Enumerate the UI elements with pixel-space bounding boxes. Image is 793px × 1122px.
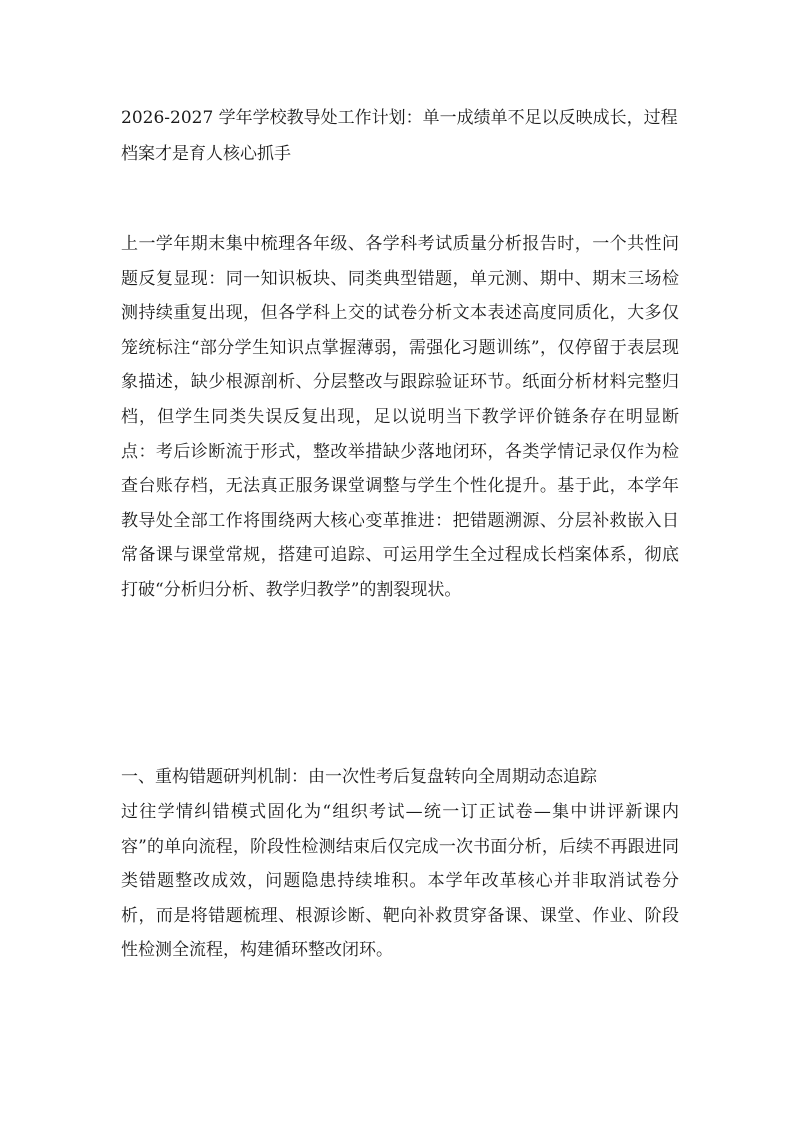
section-heading: 一、重构错题研判机制：由一次性考后复盘转向全周期动态追踪 (121, 767, 597, 787)
document-title: 2026-2027 学年学校教导处工作计划：单一成绩单不足以反映成长，过程档案才是育人核心抓手 (121, 108, 678, 164)
section-paragraph: 过往学情纠错模式固化为“组织考试—统一订正试卷—集中讲评新课内容”的单向流程，阶段性检测结束后仅完成一次书面分析，后续不再跟进同类错题整改成效，问题隐患持续堆积。本学年改革核心并非取消试卷分析，而是将错题梳理、根源诊断、靶向补救贯穿备课、课堂、作业、阶段性检测全流程，构建循环整改闭环。 (121, 802, 679, 961)
intro-paragraph: 上一学年期末集中梳理各年级、各学科考试质量分析报告时，一个共性问题反复显现：同一知识板块、同类典型错题，单元测、期中、期末三场检测持续重复出现，但各学科上交的试卷分析文本表述高度同质化，大多仅笼统标注“部分学生知识点掌握薄弱，需强化习题训练”，仅停留于表层现象描述，缺少根源剖析、分层整改与跟踪验证环节。纸面分析材料完整归档，但学生同类失误反复出现，足以说明当下教学评价链条存在明显断点：考后诊断流于形式，整改举措缺少落地闭环，各类学情记录仅作为检查台账存档，无法真正服务课堂调整与学生个性化提升。基于此，本学年教导处全部工作将围绕两大核心变革推进：把错题溯源、分层补救嵌入日常备课与课堂常规，搭建可追踪、可运用学生全过程成长档案体系，彻底打破“分析归分析、教学归教学”的割裂现状。 (121, 234, 679, 600)
